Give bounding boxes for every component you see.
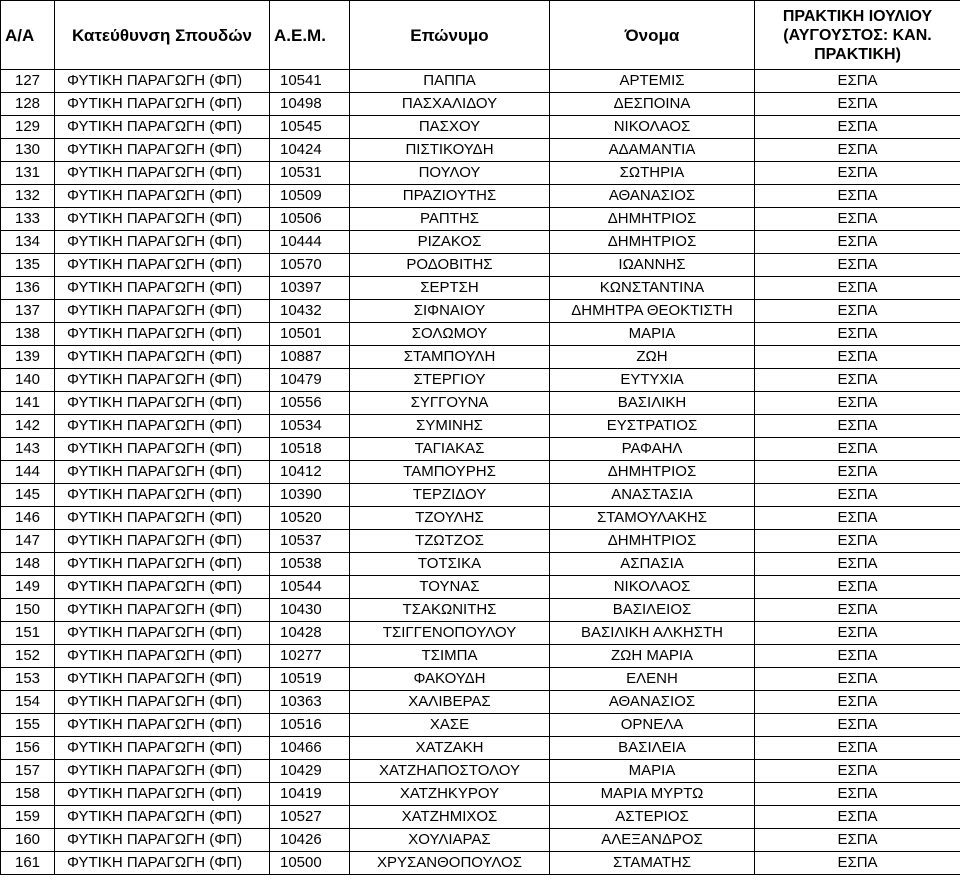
row-surname: ΤΑΜΠΟΥΡΗΣ — [350, 461, 550, 484]
row-aem: 10538 — [270, 553, 350, 576]
header-name: Όνομα — [550, 1, 755, 70]
row-practice: ΕΣΠΑ — [755, 300, 960, 323]
row-aem: 10498 — [270, 93, 350, 116]
table-row — [1, 484, 960, 507]
table-row — [1, 691, 960, 714]
row-aem: 10390 — [270, 484, 350, 507]
row-practice: ΕΣΠΑ — [755, 691, 960, 714]
row-aem: 10541 — [270, 70, 350, 93]
row-name: ΔΗΜΗΤΡΙΟΣ — [550, 530, 755, 553]
row-surname: ΤΣΙΜΠΑ — [350, 645, 550, 668]
row-name: ΔΗΜΗΤΡΙΟΣ — [550, 208, 755, 231]
row-surname: ΠΑΠΠΑ — [350, 70, 550, 93]
row-surname: ΤΟΤΣΙΚΑ — [350, 553, 550, 576]
row-aem: 10363 — [270, 691, 350, 714]
table-row — [1, 323, 960, 346]
row-aa: 133 — [1, 208, 55, 231]
row-aem: 10500 — [270, 852, 350, 875]
row-practice: ΕΣΠΑ — [755, 323, 960, 346]
row-surname: ΣΟΛΩΜΟΥ — [350, 323, 550, 346]
table-row — [1, 530, 960, 553]
row-name: ΙΩΑΝΝΗΣ — [550, 254, 755, 277]
row-surname: ΣΕΡΤΣΗ — [350, 277, 550, 300]
table-row — [1, 645, 960, 668]
row-name: ΜΑΡΙΑ — [550, 323, 755, 346]
table-row — [1, 93, 960, 116]
row-aa: 137 — [1, 300, 55, 323]
row-direction: ΦΥΤΙΚΗ ΠΑΡΑΓΩΓΗ (ΦΠ) — [55, 93, 270, 116]
row-practice: ΕΣΠΑ — [755, 116, 960, 139]
row-aa: 138 — [1, 323, 55, 346]
table-row — [1, 139, 960, 162]
table-row — [1, 162, 960, 185]
row-name: ΔΕΣΠΟΙΝΑ — [550, 93, 755, 116]
row-surname: ΤΑΓΙΑΚΑΣ — [350, 438, 550, 461]
row-surname: ΣΙΦΝΑΙΟΥ — [350, 300, 550, 323]
row-aem: 10509 — [270, 185, 350, 208]
row-direction: ΦΥΤΙΚΗ ΠΑΡΑΓΩΓΗ (ΦΠ) — [55, 208, 270, 231]
row-aa: 159 — [1, 806, 55, 829]
table-row — [1, 392, 960, 415]
row-practice: ΕΣΠΑ — [755, 438, 960, 461]
row-name: ΔΗΜΗΤΡΙΟΣ — [550, 231, 755, 254]
table-row — [1, 783, 960, 806]
row-name: ΣΤΑΜΑΤΗΣ — [550, 852, 755, 875]
row-practice: ΕΣΠΑ — [755, 760, 960, 783]
header-practice-line2: (ΑΥΓΟΥΣΤΟΣ: ΚΑΝ. — [783, 26, 932, 44]
row-name: ΝΙΚΟΛΑΟΣ — [550, 576, 755, 599]
row-name: ΕΛΕΝΗ — [550, 668, 755, 691]
row-aem: 10419 — [270, 783, 350, 806]
row-aa: 127 — [1, 70, 55, 93]
row-practice: ΕΣΠΑ — [755, 231, 960, 254]
row-aem: 10432 — [270, 300, 350, 323]
row-aem: 10444 — [270, 231, 350, 254]
row-surname: ΧΑΣΕ — [350, 714, 550, 737]
table-row — [1, 254, 960, 277]
row-surname: ΠΑΣΧΟΥ — [350, 116, 550, 139]
row-aa: 158 — [1, 783, 55, 806]
row-practice: ΕΣΠΑ — [755, 622, 960, 645]
row-direction: ΦΥΤΙΚΗ ΠΑΡΑΓΩΓΗ (ΦΠ) — [55, 783, 270, 806]
row-practice: ΕΣΠΑ — [755, 852, 960, 875]
row-practice: ΕΣΠΑ — [755, 714, 960, 737]
header-practice — [755, 1, 960, 70]
row-direction: ΦΥΤΙΚΗ ΠΑΡΑΓΩΓΗ (ΦΠ) — [55, 415, 270, 438]
row-surname: ΦΑΚΟΥΔΗ — [350, 668, 550, 691]
row-aem: 10277 — [270, 645, 350, 668]
row-name: ΑΔΑΜΑΝΤΙΑ — [550, 139, 755, 162]
row-aa: 139 — [1, 346, 55, 369]
row-surname: ΤΖΩΤΖΟΣ — [350, 530, 550, 553]
row-direction: ΦΥΤΙΚΗ ΠΑΡΑΓΩΓΗ (ΦΠ) — [55, 806, 270, 829]
table-row — [1, 461, 960, 484]
row-direction: ΦΥΤΙΚΗ ΠΑΡΑΓΩΓΗ (ΦΠ) — [55, 829, 270, 852]
row-name: ΔΗΜΗΤΡΑ ΘΕΟΚΤΙΣΤΗ — [550, 300, 755, 323]
row-practice: ΕΣΠΑ — [755, 254, 960, 277]
table-body — [1, 70, 960, 875]
row-practice: ΕΣΠΑ — [755, 806, 960, 829]
header-practice-line3: ΠΡΑΚΤΙΚΗ) — [814, 45, 901, 63]
row-name: ΑΘΑΝΑΣΙΟΣ — [550, 691, 755, 714]
row-direction: ΦΥΤΙΚΗ ΠΑΡΑΓΩΓΗ (ΦΠ) — [55, 438, 270, 461]
row-practice: ΕΣΠΑ — [755, 829, 960, 852]
row-aa: 144 — [1, 461, 55, 484]
row-name: ΕΥΣΤΡΑΤΙΟΣ — [550, 415, 755, 438]
row-aem: 10516 — [270, 714, 350, 737]
table-row — [1, 806, 960, 829]
row-aem: 10556 — [270, 392, 350, 415]
table-row — [1, 622, 960, 645]
row-direction: ΦΥΤΙΚΗ ΠΑΡΑΓΩΓΗ (ΦΠ) — [55, 277, 270, 300]
table-row — [1, 737, 960, 760]
row-aa: 150 — [1, 599, 55, 622]
row-practice: ΕΣΠΑ — [755, 392, 960, 415]
row-practice: ΕΣΠΑ — [755, 484, 960, 507]
row-aa: 135 — [1, 254, 55, 277]
row-practice: ΕΣΠΑ — [755, 415, 960, 438]
row-practice: ΕΣΠΑ — [755, 576, 960, 599]
row-aa: 156 — [1, 737, 55, 760]
table-row — [1, 438, 960, 461]
row-practice: ΕΣΠΑ — [755, 208, 960, 231]
row-direction: ΦΥΤΙΚΗ ΠΑΡΑΓΩΓΗ (ΦΠ) — [55, 691, 270, 714]
row-surname: ΤΣΙΓΓΕΝΟΠΟΥΛΟΥ — [350, 622, 550, 645]
row-direction: ΦΥΤΙΚΗ ΠΑΡΑΓΩΓΗ (ΦΠ) — [55, 461, 270, 484]
row-direction: ΦΥΤΙΚΗ ΠΑΡΑΓΩΓΗ (ΦΠ) — [55, 599, 270, 622]
table-row — [1, 852, 960, 875]
table-row — [1, 185, 960, 208]
row-name: ΜΑΡΙΑ ΜΥΡΤΩ — [550, 783, 755, 806]
row-aem: 10527 — [270, 806, 350, 829]
row-aem: 10506 — [270, 208, 350, 231]
row-aa: 157 — [1, 760, 55, 783]
row-surname: ΧΑΤΖΑΚΗ — [350, 737, 550, 760]
row-direction: ΦΥΤΙΚΗ ΠΑΡΑΓΩΓΗ (ΦΠ) — [55, 507, 270, 530]
row-aa: 131 — [1, 162, 55, 185]
row-surname: ΧΑΤΖΗΚΥΡΟΥ — [350, 783, 550, 806]
row-direction: ΦΥΤΙΚΗ ΠΑΡΑΓΩΓΗ (ΦΠ) — [55, 231, 270, 254]
row-aem: 10887 — [270, 346, 350, 369]
row-name: ΣΩΤΗΡΙΑ — [550, 162, 755, 185]
row-aa: 134 — [1, 231, 55, 254]
row-surname: ΧΑΤΖΗΑΠΟΣΤΟΛΟΥ — [350, 760, 550, 783]
table-row — [1, 70, 960, 93]
row-name: ΜΑΡΙΑ — [550, 760, 755, 783]
row-aem: 10520 — [270, 507, 350, 530]
row-name: ΑΣΠΑΣΙΑ — [550, 553, 755, 576]
table-row — [1, 760, 960, 783]
row-aa: 151 — [1, 622, 55, 645]
row-aem: 10429 — [270, 760, 350, 783]
row-direction: ΦΥΤΙΚΗ ΠΑΡΑΓΩΓΗ (ΦΠ) — [55, 254, 270, 277]
row-direction: ΦΥΤΙΚΗ ΠΑΡΑΓΩΓΗ (ΦΠ) — [55, 369, 270, 392]
row-surname: ΠΙΣΤΙΚΟΥΔΗ — [350, 139, 550, 162]
row-surname: ΤΣΑΚΩΝΙΤΗΣ — [350, 599, 550, 622]
table-row — [1, 277, 960, 300]
row-practice: ΕΣΠΑ — [755, 737, 960, 760]
row-direction: ΦΥΤΙΚΗ ΠΑΡΑΓΩΓΗ (ΦΠ) — [55, 300, 270, 323]
header-aa: Α/Α — [1, 1, 55, 70]
row-aa: 149 — [1, 576, 55, 599]
row-aem: 10426 — [270, 829, 350, 852]
row-direction: ΦΥΤΙΚΗ ΠΑΡΑΓΩΓΗ (ΦΠ) — [55, 116, 270, 139]
row-name: ΖΩΗ ΜΑΡΙΑ — [550, 645, 755, 668]
row-direction: ΦΥΤΙΚΗ ΠΑΡΑΓΩΓΗ (ΦΠ) — [55, 714, 270, 737]
row-practice: ΕΣΠΑ — [755, 530, 960, 553]
row-aem: 10545 — [270, 116, 350, 139]
row-practice: ΕΣΠΑ — [755, 139, 960, 162]
row-direction: ΦΥΤΙΚΗ ΠΑΡΑΓΩΓΗ (ΦΠ) — [55, 852, 270, 875]
table-row — [1, 599, 960, 622]
row-aem: 10424 — [270, 139, 350, 162]
table-header — [1, 1, 960, 70]
row-direction: ΦΥΤΙΚΗ ΠΑΡΑΓΩΓΗ (ΦΠ) — [55, 645, 270, 668]
row-name: ΟΡΝΕΛΑ — [550, 714, 755, 737]
table-row — [1, 668, 960, 691]
header-surname: Επώνυμο — [350, 1, 550, 70]
row-aem: 10412 — [270, 461, 350, 484]
row-direction: ΦΥΤΙΚΗ ΠΑΡΑΓΩΓΗ (ΦΠ) — [55, 737, 270, 760]
table-row — [1, 829, 960, 852]
row-name: ΑΣΤΕΡΙΟΣ — [550, 806, 755, 829]
row-name: ΑΛΕΞΑΝΔΡΟΣ — [550, 829, 755, 852]
row-aem: 10519 — [270, 668, 350, 691]
row-name: ΣΤΑΜΟΥΛΑΚΗΣ — [550, 507, 755, 530]
row-surname: ΧΡΥΣΑΝΘΟΠΟΥΛΟΣ — [350, 852, 550, 875]
row-aa: 142 — [1, 415, 55, 438]
row-direction: ΦΥΤΙΚΗ ΠΑΡΑΓΩΓΗ (ΦΠ) — [55, 323, 270, 346]
row-aa: 141 — [1, 392, 55, 415]
row-name: ΖΩΗ — [550, 346, 755, 369]
row-surname: ΠΟΥΛΟΥ — [350, 162, 550, 185]
row-name: ΒΑΣΙΛΕΙΟΣ — [550, 599, 755, 622]
table-row — [1, 714, 960, 737]
row-practice: ΕΣΠΑ — [755, 553, 960, 576]
table-row — [1, 208, 960, 231]
row-aa: 146 — [1, 507, 55, 530]
row-aa: 154 — [1, 691, 55, 714]
row-name: ΒΑΣΙΛΕΙΑ — [550, 737, 755, 760]
row-direction: ΦΥΤΙΚΗ ΠΑΡΑΓΩΓΗ (ΦΠ) — [55, 668, 270, 691]
row-surname: ΧΑΤΖΗΜΙΧΟΣ — [350, 806, 550, 829]
row-practice: ΕΣΠΑ — [755, 461, 960, 484]
row-aa: 128 — [1, 93, 55, 116]
row-aa: 136 — [1, 277, 55, 300]
row-practice: ΕΣΠΑ — [755, 70, 960, 93]
header-row — [1, 1, 960, 70]
row-aa: 160 — [1, 829, 55, 852]
row-direction: ΦΥΤΙΚΗ ΠΑΡΑΓΩΓΗ (ΦΠ) — [55, 760, 270, 783]
row-name: ΡΑΦΑΗΛ — [550, 438, 755, 461]
row-name: ΕΥΤΥΧΙΑ — [550, 369, 755, 392]
row-surname: ΠΡΑΖΙΟΥΤΗΣ — [350, 185, 550, 208]
row-aem: 10570 — [270, 254, 350, 277]
row-direction: ΦΥΤΙΚΗ ΠΑΡΑΓΩΓΗ (ΦΠ) — [55, 484, 270, 507]
table-row — [1, 415, 960, 438]
row-surname: ΡΙΖΑΚΟΣ — [350, 231, 550, 254]
row-aem: 10534 — [270, 415, 350, 438]
row-aa: 145 — [1, 484, 55, 507]
row-surname: ΧΑΛΙΒΕΡΑΣ — [350, 691, 550, 714]
row-practice: ΕΣΠΑ — [755, 599, 960, 622]
row-aa: 148 — [1, 553, 55, 576]
row-aem: 10428 — [270, 622, 350, 645]
row-direction: ΦΥΤΙΚΗ ΠΑΡΑΓΩΓΗ (ΦΠ) — [55, 162, 270, 185]
row-aem: 10479 — [270, 369, 350, 392]
row-direction: ΦΥΤΙΚΗ ΠΑΡΑΓΩΓΗ (ΦΠ) — [55, 346, 270, 369]
table-row — [1, 116, 960, 139]
row-direction: ΦΥΤΙΚΗ ΠΑΡΑΓΩΓΗ (ΦΠ) — [55, 530, 270, 553]
row-aem: 10531 — [270, 162, 350, 185]
row-practice: ΕΣΠΑ — [755, 346, 960, 369]
row-aa: 147 — [1, 530, 55, 553]
row-direction: ΦΥΤΙΚΗ ΠΑΡΑΓΩΓΗ (ΦΠ) — [55, 392, 270, 415]
row-practice: ΕΣΠΑ — [755, 93, 960, 116]
row-direction: ΦΥΤΙΚΗ ΠΑΡΑΓΩΓΗ (ΦΠ) — [55, 553, 270, 576]
table-row — [1, 507, 960, 530]
row-surname: ΡΑΠΤΗΣ — [350, 208, 550, 231]
table-row — [1, 576, 960, 599]
row-direction: ΦΥΤΙΚΗ ΠΑΡΑΓΩΓΗ (ΦΠ) — [55, 622, 270, 645]
row-aa: 140 — [1, 369, 55, 392]
row-surname: ΤΖΟΥΛΗΣ — [350, 507, 550, 530]
row-aa: 152 — [1, 645, 55, 668]
row-practice: ΕΣΠΑ — [755, 185, 960, 208]
header-practice-line1: ΠΡΑΚΤΙΚΗ ΙΟΥΛΙΟΥ — [782, 7, 933, 25]
row-name: ΒΑΣΙΛΙΚΗ — [550, 392, 755, 415]
row-practice: ΕΣΠΑ — [755, 277, 960, 300]
row-aa: 153 — [1, 668, 55, 691]
row-aa: 143 — [1, 438, 55, 461]
row-aa: 129 — [1, 116, 55, 139]
row-surname: ΧΟΥΛΙΑΡΑΣ — [350, 829, 550, 852]
table-row — [1, 346, 960, 369]
row-practice: ΕΣΠΑ — [755, 369, 960, 392]
row-aem: 10537 — [270, 530, 350, 553]
row-practice: ΕΣΠΑ — [755, 162, 960, 185]
table-row — [1, 231, 960, 254]
row-surname: ΤΕΡΖΙΔΟΥ — [350, 484, 550, 507]
row-direction: ΦΥΤΙΚΗ ΠΑΡΑΓΩΓΗ (ΦΠ) — [55, 139, 270, 162]
row-name: ΔΗΜΗΤΡΙΟΣ — [550, 461, 755, 484]
row-surname: ΤΟΥΝΑΣ — [350, 576, 550, 599]
header-aem: Α.Ε.Μ. — [270, 1, 350, 70]
row-practice: ΕΣΠΑ — [755, 668, 960, 691]
row-aa: 155 — [1, 714, 55, 737]
row-aem: 10501 — [270, 323, 350, 346]
row-surname: ΣΤΕΡΓΙΟΥ — [350, 369, 550, 392]
row-name: ΑΘΑΝΑΣΙΟΣ — [550, 185, 755, 208]
row-aem: 10466 — [270, 737, 350, 760]
row-aem: 10518 — [270, 438, 350, 461]
row-surname: ΣΥΓΓΟΥΝΑ — [350, 392, 550, 415]
row-aa: 130 — [1, 139, 55, 162]
row-aa: 161 — [1, 852, 55, 875]
row-aem: 10397 — [270, 277, 350, 300]
header-direction: Κατεύθυνση Σπουδών — [55, 1, 270, 70]
row-aa: 132 — [1, 185, 55, 208]
row-surname: ΡΟΔΟΒΙΤΗΣ — [350, 254, 550, 277]
row-surname: ΣΤΑΜΠΟΥΛΗ — [350, 346, 550, 369]
row-name: ΒΑΣΙΛΙΚΗ ΑΛΚΗΣΤΗ — [550, 622, 755, 645]
row-name: ΝΙΚΟΛΑΟΣ — [550, 116, 755, 139]
row-direction: ΦΥΤΙΚΗ ΠΑΡΑΓΩΓΗ (ΦΠ) — [55, 185, 270, 208]
row-name: ΑΝΑΣΤΑΣΙΑ — [550, 484, 755, 507]
row-practice: ΕΣΠΑ — [755, 507, 960, 530]
row-name: ΑΡΤΕΜΙΣ — [550, 70, 755, 93]
row-direction: ΦΥΤΙΚΗ ΠΑΡΑΓΩΓΗ (ΦΠ) — [55, 576, 270, 599]
row-aem: 10544 — [270, 576, 350, 599]
table-row — [1, 369, 960, 392]
row-name: ΚΩΝΣΤΑΝΤΙΝΑ — [550, 277, 755, 300]
row-surname: ΣΥΜΙΝΗΣ — [350, 415, 550, 438]
row-direction: ΦΥΤΙΚΗ ΠΑΡΑΓΩΓΗ (ΦΠ) — [55, 70, 270, 93]
row-practice: ΕΣΠΑ — [755, 783, 960, 806]
row-surname: ΠΑΣΧΑΛΙΔΟΥ — [350, 93, 550, 116]
table-row — [1, 553, 960, 576]
row-practice: ΕΣΠΑ — [755, 645, 960, 668]
row-aem: 10430 — [270, 599, 350, 622]
table-row — [1, 300, 960, 323]
